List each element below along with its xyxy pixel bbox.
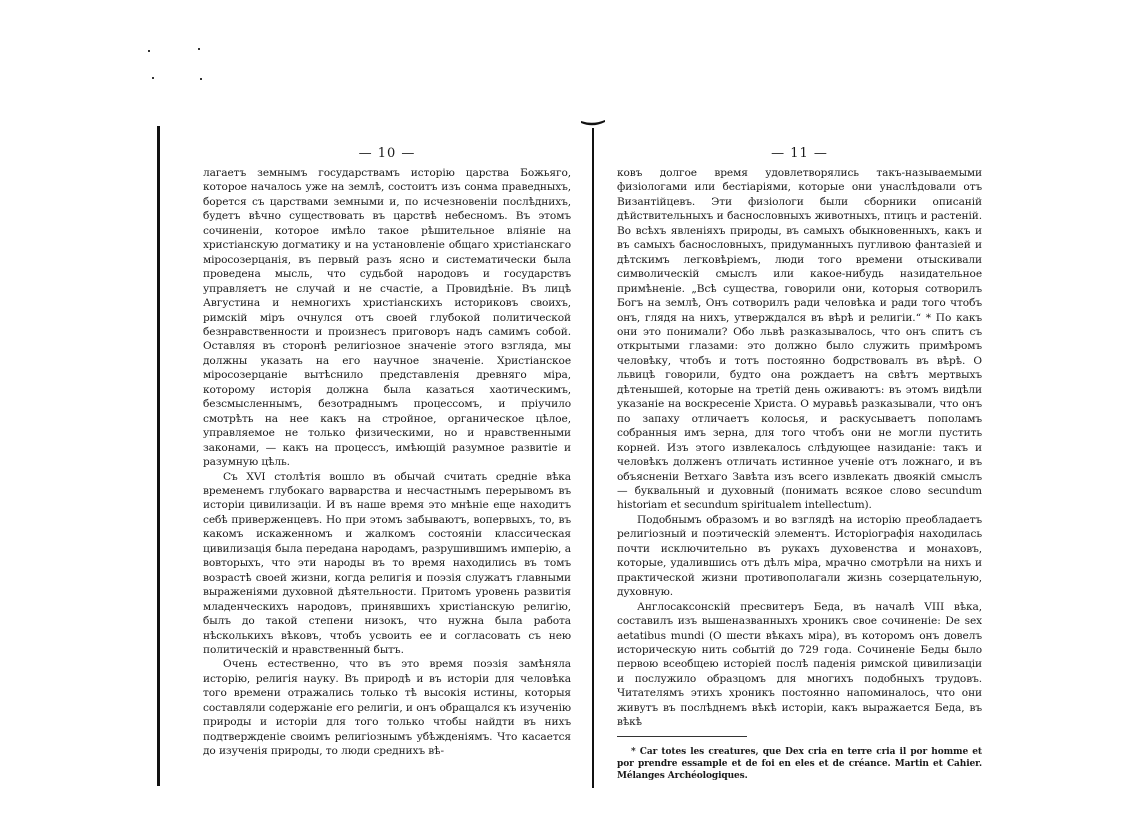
left-paragraph-3: Очень естественно, что въ это время поэзія замѣняла исторію, религія науку. Въ природѣ и въ исторіи для человѣка того времени отражались только тѣ высокія истины, которыя составляли содержаніе его религіи, и онъ обращался къ изученію природы и исторіи для того только чтобы найдти въ нихъ подтвержденіе своимъ религіознымъ убѣжденіямъ. Что касается до изученія природы, то люди среднихъ вѣ- — [203, 658, 571, 758]
right-page-number: — 11 — — [771, 146, 828, 161]
left-binding-edge — [157, 126, 160, 786]
left-paragraph-2: Съ XVI столѣтія вошло въ обычай считать средніе вѣка временемъ глубокаго варварства и несчастнымъ перерывомъ въ исторіи цивилизаціи. И въ наше время это мнѣніе еще находитъ себѣ приверженцевъ. Но при этомъ забываютъ, вопервыхъ, то, въ какомъ искаженномъ и жалкомъ состояніи классическая цивилизація была передана народамъ, разрушившимъ имперію, а вовторыхъ, что эти народы въ то время находились въ томъ возрастѣ своей жизни, когда религія и поэзія служатъ главными выраженіями духовной дѣятельности. Притомъ уровень развитія младенческихъ народовъ, принявшихъ христіанскую религію, былъ до такой степени низокъ, что нужна была работа нѣсколькихъ вѣковъ, чтобъ усвоить ее и согласовать съ нею политическій и нравственный бытъ. — [203, 470, 571, 656]
spine-curve-mark — [580, 119, 606, 131]
scan-speck — [200, 78, 202, 80]
right-paragraph-2: Подобнымъ образомъ и во взглядѣ на исторію преобладаетъ религіозный и поэтическій элементъ. Исторіографія находилась почти исключительно въ рукахъ духовенства и монаховъ, которые, удалившись отъ дѣлъ міра, мрачно смотрѣли на нихъ и практической жизни противополагали жизнь созерцательную, духовную. — [617, 513, 982, 599]
left-paragraph-1: лагаетъ земнымъ государствамъ исторію царства Божьяго, которое началось уже на землѣ, состоитъ изъ сонма праведныхъ, борется съ царствами земными и, по исчезновеніи послѣднихъ, будетъ вѣчно существовать въ царствѣ небесномъ. Въ этомъ сочиненіи, которое имѣло такое рѣшительное вліяніе на христіанскую догматику и на установленіе общаго христіанскаго міросозерцанія, въ первый разъ ясно и систематически была проведена мысль, что судьбой народовъ и государствъ управляетъ не случай и не счастіе, а Провидѣніе. Въ лицѣ Августина и немногихъ христіанскихъ историковъ своихъ, римскій міръ очнулся отъ своей глубокой политической безнравственности и произнесъ приговоръ надъ самимъ собой. Оставляя въ сторонѣ религіозное значеніе этого взгляда, мы должны указать на его научное значеніе. Христіанское міросозерцаніе вытѣснило представленія древняго міра, которому исторія должна была казаться хаотическимъ, безсмысленнымъ, безотраднымъ процессомъ, и пріучило смотрѣть на нее какъ на стройное, органическое цѣлое, управляемое не только физическими, но и нравственными законами, — какъ на процессъ, имѣющій разумное развитіе и разумную цѣль. — [203, 167, 571, 469]
scan-speck — [148, 50, 150, 52]
scan-speck — [152, 77, 154, 79]
scan-speck — [198, 48, 200, 50]
footnote: * Car totes les creatures, que Dex cria en terre cria il por homme et por prendre essample et de foi en eles et de créance. Martin et Cahier. Mélanges Archéologiques. — [617, 746, 982, 781]
left-page-number: — 10 — — [358, 146, 416, 161]
right-paragraph-1: ковъ долгое время удовлетворялись такъ-называемыми физіологами или бестіаріями, которые они унаслѣдовали отъ Византійцевъ. Эти физіологи были сборники описаній дѣйствительныхъ и баснословныхъ животныхъ, птицъ и растеній. Во всѣхъ явленіяхъ природы, въ самыхъ обыкновенныхъ, какъ и въ самыхъ баснословныхъ, придуманныхъ пугливою фантазіей и дѣтскимъ легковѣріемъ, люди того времени отыскивали символическій смыслъ или какое-нибудь назидательное примѣненіе. „Всѣ существа, говорили они, которыя сотворилъ Богъ на землѣ, Онъ сотворилъ ради человѣка и ради того чтобъ онъ, глядя на нихъ, утверждался въ вѣрѣ и религіи.“ * По какъ они это понимали? Обо львѣ разказывалось, что онъ спитъ съ открытыми глазами: это должно было служить примѣромъ человѣку, чтобъ и тотъ постоянно бодрствовалъ въ вѣрѣ. О львицѣ говорили, будто она рождаетъ на свѣтъ мертвыхъ дѣтенышей, которые на третій день оживаютъ: въ этомъ видѣли указаніе на воскресеніе Христа. О муравьѣ разказывали, что онъ по запаху отличаетъ колосья, и раскусываетъ пополамъ собранныя имъ зерна, для того чтобъ они не могли пустить корней. Изъ этого извлекалось слѣдующее назиданіе: такъ и человѣкъ долженъ отличать истинное ученіе отъ ложнаго, и въ объясненіи Ветхаго Завѣта изъ всего извлекать двоякій смыслъ — буквальный и духовный (понимать всякое слово secundum historiam et secundum spiritualem intellectum). — [617, 167, 982, 512]
footnote-divider — [617, 736, 747, 737]
book-spine-gutter — [592, 128, 594, 788]
left-page — [203, 146, 571, 759]
right-page — [617, 146, 982, 791]
right-paragraph-3: Англосаксонскій пресвитеръ Беда, въ началѣ VIII вѣка, составилъ изъ вышеназванныхъ хроникъ свое сочиненіе: De sex aetatibus mundi (О шести вѣкахъ міра), въ которомъ онъ довелъ историческую нить событій до 729 года. Сочиненіе Беды было первою всеобщею исторіей послѣ паденія римской цивилизаціи и послужило образцомъ для многихъ подобныхъ трудовъ. Читателямъ этихъ хроникъ постоянно напоминалось, что они живутъ въ послѣднемъ вѣкѣ исторіи, какъ выражается Беда, въ вѣкѣ — [617, 600, 982, 729]
